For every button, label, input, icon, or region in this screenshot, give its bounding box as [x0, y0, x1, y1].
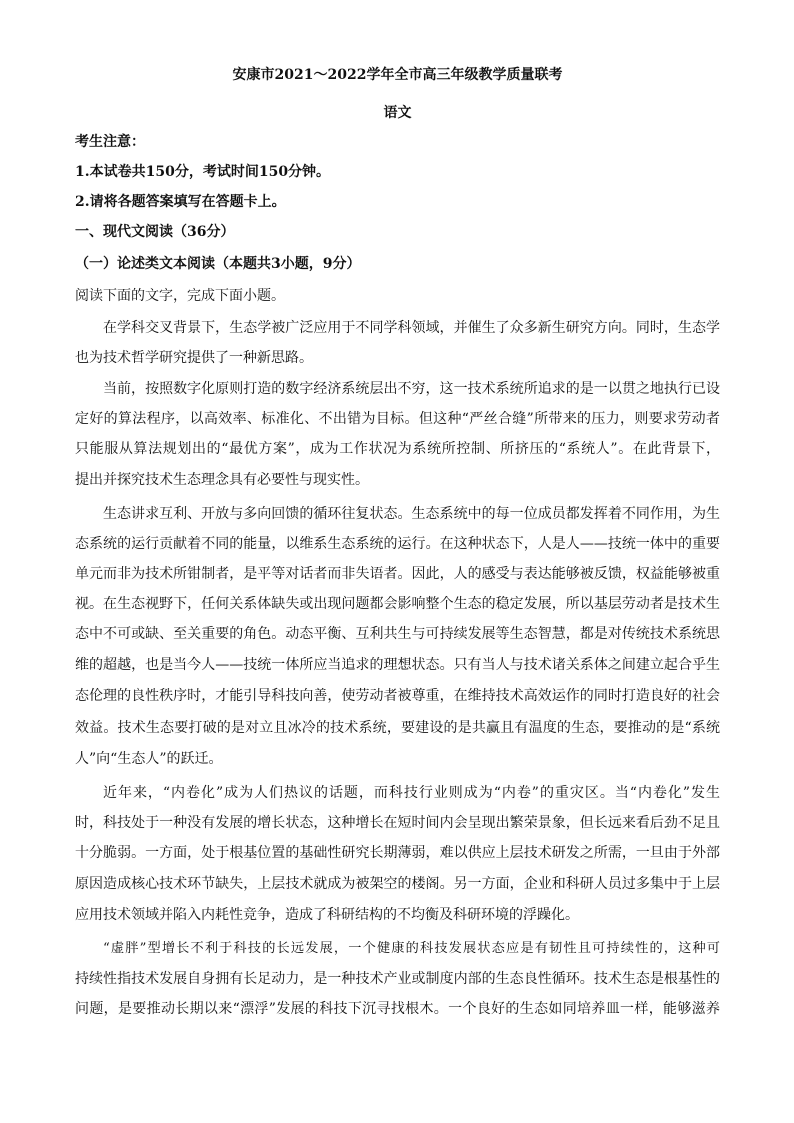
passage-line: 效益。技术生态要打破的是对立且冰冷的技术系统，要建设的是共赢且有温度的生态，要推动的是“系统: [75, 720, 720, 736]
passage-line: 定好的算法程序，以高效率、标准化、不出错为目标。但这种“严丝合缝”所带来的压力，则要求劳动者: [75, 411, 720, 427]
passage-line: 也为技术哲学研究提供了一种新思路。: [75, 350, 313, 366]
instruction-text: 阅读下面的文字，完成下面小题。: [75, 288, 285, 304]
exam-title: 安康市2021～2022学年全市高三年级教学质量联考: [232, 67, 563, 83]
passage-line: 提出并探究技术生态理念具有必要性与现实性。: [75, 472, 369, 488]
subsection-heading: （一）论述类文本阅读（本题共3小题，9分）: [75, 256, 361, 272]
passage-line: 人”向“生态人”的跃迁。: [75, 751, 223, 767]
passage-line: 只能服从算法规划出的“最优方案”，成为工作状况为系统所控制、所挤压的“系统人”。在此背景下，: [75, 441, 720, 457]
passage-line: 持续性指技术发展自身拥有长足动力，是一种技术产业或制度内部的生态良性循环。技术生态是根基性的: [75, 971, 720, 987]
subject-title: 语文: [383, 105, 412, 121]
passage-line: 生态讲求互利、开放与多向回馈的循环往复状态。生态系统中的每一位成员都发挥着不同作用，为生: [103, 506, 720, 522]
passage-line: 十分脆弱。一方面，处于根基位置的基础性研究长期薄弱，难以供应上层技术研发之所需，一旦由于外部: [75, 845, 720, 861]
notice-heading: 考生注意：: [75, 134, 145, 150]
passage-line: 视。在生态视野下，任何关系体缺失或出现问题都会影响整个生态的稳定发展，所以基层劳动者是技术生: [75, 596, 720, 612]
notice-item-2: 2.请将各题答案填写在答题卡上。: [75, 194, 286, 210]
passage-line: 时，科技处于一种没有发展的增长状态，这种增长在短时间内会呈现出繁荣景象，但长远来看后劲不足且: [75, 815, 720, 831]
passage-line: 态系统的运行贡献着不同的能量，以维系生态系统的运行。在这种状态下，人是人——技统一体中的重要: [75, 536, 720, 552]
passage-line: “虚胖”型增长不利于科技的长远发展，一个健康的科技发展状态应是有韧性且可持续性的，这种可: [103, 941, 720, 956]
passage-line: 应用技术领域并陷入内耗性竞争，造成了科研结构的不均衡及科研环境的浮躁化。: [75, 907, 579, 923]
passage-line: 单元而非为技术所钳制者，是平等对话者而非失语者。因此，人的感受与表达能够被反馈，权益能够被重: [75, 566, 720, 582]
passage-line: 态中不可或缺、至关重要的角色。动态平衡、互利共生与可持续发展等生态智慧，都是对传统技术系统思: [75, 626, 720, 642]
passage-line: 原因造成核心技术环节缺失，上层技术就成为被架空的楼阁。另一方面，企业和科研人员过多集中于上层: [75, 876, 720, 892]
passage-line: 在学科交叉背景下，生态学被广泛应用于不同学科领域，并催生了众多新生研究方向。同时，生态学: [103, 320, 720, 336]
notice-item-1: 1.本试卷共150分，考试时间150分钟。: [75, 164, 331, 180]
passage-line: 当前，按照数字化原则打造的数字经济系统层出不穷，这一技术系统所追求的是一以贯之地执行已设: [103, 381, 720, 397]
section-heading: 一、现代文阅读（36分）: [75, 224, 235, 240]
passage-line: 维的超越，也是当今人——技统一体所应当追求的理想状态。只有当人与技术诸关系体之间建立起合乎生: [75, 657, 720, 673]
passage-line: 近年来，“内卷化”成为人们热议的话题，而科技行业则成为“内卷”的重灾区。当“内卷化”发生: [103, 785, 720, 801]
passage-line: 态伦理的良性秩序时，才能引导科技向善，使劳动者被尊重，在维持技术高效运作的同时打造良好的社会: [75, 688, 720, 704]
passage-line: 问题，是要推动长期以来“漂浮”发展的科技下沉寻找根木。一个良好的生态如同培养皿一样，能够滋养: [75, 1001, 720, 1017]
